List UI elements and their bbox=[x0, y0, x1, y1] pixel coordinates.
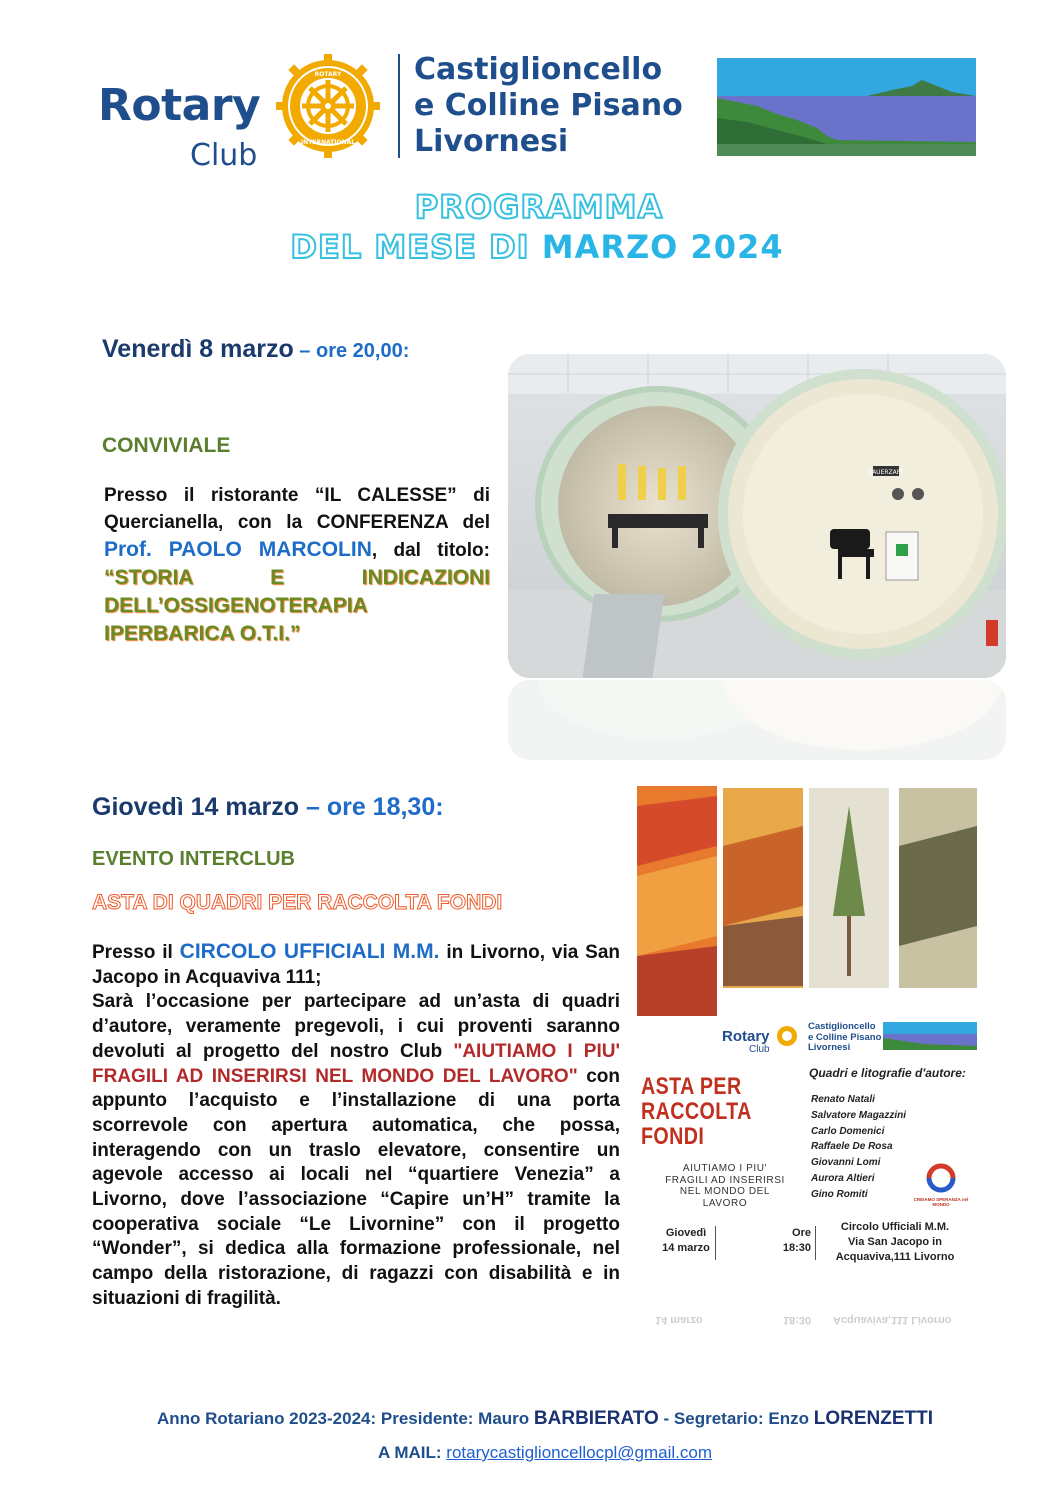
poster-rotary-word: Rotary bbox=[722, 1028, 770, 1045]
poster-motto-line: FRAGILI AD INSERIRSI bbox=[665, 1174, 785, 1186]
chamber-brand-text: SAUERZAPF bbox=[868, 469, 904, 476]
paintings-collage-image bbox=[637, 786, 977, 1016]
event1-text-b: , dal titolo: bbox=[371, 540, 490, 561]
event2-text-a: Presso il bbox=[92, 942, 180, 963]
poster-motto-line: LAVORO bbox=[702, 1197, 748, 1209]
logo-sub: Club bbox=[190, 138, 258, 173]
title-highlight: MARZO 2024 bbox=[541, 228, 784, 266]
page-title-line-1: PROGRAMMA bbox=[414, 188, 664, 226]
mail-label: A MAIL: bbox=[377, 1443, 447, 1462]
poster-motto-line: AIUTIAMO I PIU' bbox=[682, 1163, 768, 1174]
logo-divider bbox=[398, 54, 400, 158]
poster-author: Renato Natali bbox=[811, 1094, 875, 1105]
poster-time-line: 18:30 bbox=[782, 1242, 811, 1254]
event2-subtitle: ASTA DI QUADRI PER RACCOLTA FONDI bbox=[92, 891, 503, 914]
poster-motto-line: NEL MONDO DEL bbox=[679, 1186, 771, 1198]
poster-author: Aurora Altieri bbox=[811, 1172, 875, 1184]
reflect-time: 18:30 bbox=[783, 1314, 812, 1326]
poster-venue-line: Circolo Ufficiali M.M. bbox=[840, 1221, 950, 1233]
poster-divider bbox=[715, 1226, 716, 1260]
event2-text-b: in Livorno, via San Jacopo in Acquaviva 111; bbox=[92, 942, 620, 988]
event1-text-a: Presso il ristorante “IL CALESSE” di Quercianella, con la CONFERENZA del bbox=[104, 485, 490, 533]
poster-club-name-line: Castiglioncello bbox=[808, 1021, 876, 1032]
poster-authors-list bbox=[811, 1092, 906, 1203]
president-surname: BARBIERATO bbox=[533, 1408, 659, 1429]
partner-label: CREIAMO SPERANZA nel MONDO bbox=[913, 1197, 969, 1207]
club-name-line: e Colline Pisano bbox=[414, 88, 683, 123]
event2-date bbox=[92, 793, 444, 822]
footer-prefix: Anno Rotariano 2023-2024: Presidente: Mauro bbox=[156, 1409, 534, 1428]
event1-day: Venerdì 8 marzo bbox=[102, 335, 294, 363]
page-title-line-2 bbox=[8, 228, 1058, 266]
reflection-image bbox=[508, 680, 1006, 760]
poster-venue-line: Acquaviva,111 Livorno bbox=[835, 1251, 955, 1263]
svg-text:ROTARY: ROTARY bbox=[314, 71, 342, 78]
club-name bbox=[414, 52, 683, 160]
poster-motto bbox=[663, 1163, 787, 1209]
footer-mail bbox=[0, 1443, 1058, 1463]
poster-auction-line: RACCOLTA bbox=[641, 1098, 752, 1125]
event1-date bbox=[102, 335, 409, 364]
poster-auction-title bbox=[641, 1074, 752, 1149]
auction-poster bbox=[637, 786, 977, 1366]
poster-rotary-wheel-icon bbox=[775, 1024, 799, 1048]
poster-divider bbox=[815, 1226, 816, 1260]
footer-officers bbox=[0, 1408, 1058, 1430]
reflect-date: 14 marzo bbox=[655, 1314, 703, 1326]
event2-day: Giovedì 14 marzo bbox=[92, 793, 300, 821]
event2-paragraph-1 bbox=[92, 940, 620, 990]
poster-author: Carlo Domenici bbox=[811, 1125, 885, 1137]
event1-type: CONVIVIALE bbox=[102, 434, 231, 457]
reflect-venue: Acquaviva,111 Livorno bbox=[833, 1314, 952, 1326]
logo-word: Rotary bbox=[98, 80, 261, 131]
poster-club-name-line: Livornesi bbox=[808, 1042, 851, 1053]
poster-time-line: Ore bbox=[792, 1227, 811, 1239]
event2-description bbox=[92, 940, 620, 1312]
event1-time: – ore 20,00: bbox=[293, 340, 410, 362]
event2-text-d: con appunto l’acquisto e l’installazione di una porta scorrevole con apertura automatica, che possa, interagendo con un traslo elevatore, consentire un agevole accesso ai locali nel “quartiere Venezia” a Livorno, dove l’associazione “Capire un’H” tramite la cooperativa sociale “Le Livornine” con il progetto “Wonder”, si dedica alla formazione professionale, nel campo della ristorazione, di ragazzi con disabilità e in situazioni di fragilità. bbox=[92, 1065, 621, 1309]
event1-speaker: Prof. PAOLO MARCOLIN bbox=[104, 538, 372, 561]
coast-landscape-image bbox=[717, 58, 976, 156]
email-link[interactable]: rotarycastiglioncellocpl@gmail.com bbox=[446, 1443, 713, 1462]
hyperbaric-chamber-image bbox=[508, 354, 1006, 678]
event2-venue: CIRCOLO UFFICIALI M.M. bbox=[179, 940, 440, 963]
poster-club-name-line: e Colline Pisano bbox=[808, 1031, 882, 1043]
poster-date-line: 14 marzo bbox=[662, 1242, 710, 1254]
poster-club-name bbox=[808, 1022, 881, 1054]
poster-reflection bbox=[637, 1272, 977, 1366]
footer-middle: - Segretario: Enzo bbox=[658, 1409, 814, 1428]
club-name-line: Livornesi bbox=[414, 124, 569, 159]
poster-author: Gino Romiti bbox=[811, 1188, 868, 1200]
chamber-reflection bbox=[508, 680, 1006, 760]
poster-auction-line: ASTA PER bbox=[641, 1073, 742, 1100]
poster-authors-heading: Quadri e litografie d'autore: bbox=[809, 1066, 966, 1080]
event2-time: – ore 18,30: bbox=[299, 793, 444, 821]
svg-text:INTERNATIONAL: INTERNATIONAL bbox=[300, 139, 356, 146]
poster-time bbox=[767, 1226, 811, 1256]
poster-date-line: Giovedì bbox=[665, 1227, 707, 1239]
club-name-line: Castiglioncello bbox=[414, 52, 663, 87]
poster-date bbox=[655, 1226, 717, 1256]
event2-project: "AIUTIAMO I PIU' FRAGILI AD INSERIRSI NEL MONDO DEL LAVORO" bbox=[92, 1040, 620, 1087]
poster-venue-line: Via San Jacopo in bbox=[848, 1236, 942, 1248]
event2-paragraph-2 bbox=[92, 990, 620, 1311]
poster-author: Raffaele De Rosa bbox=[811, 1141, 893, 1153]
event2-type: EVENTO INTERCLUB bbox=[92, 848, 295, 870]
poster-auction-line: FONDI bbox=[641, 1123, 705, 1150]
rotary-wheel-icon bbox=[274, 52, 382, 160]
event2-text-c: Sarà l’occasione per partecipare ad un’asta di quadri d’autore, veramente pregevoli, i cui proventi saranno devoluti al progetto del nostro Club bbox=[92, 991, 620, 1062]
poster-club-word: Club bbox=[749, 1044, 770, 1055]
poster-venue bbox=[825, 1220, 965, 1265]
poster-author: Salvatore Magazzini bbox=[811, 1109, 907, 1121]
title-prefix: DEL MESE DI bbox=[290, 228, 542, 266]
secretary-surname: LORENZETTI bbox=[813, 1408, 934, 1429]
event1-description bbox=[104, 482, 490, 648]
event1-topic: “STORIA E INDICAZIONI DELL’OSSIGENOTERAPIA IPERBARICA O.T.I.” bbox=[104, 566, 490, 645]
poster-author: Giovanni Lomi bbox=[811, 1157, 881, 1169]
poster-landscape-image bbox=[883, 1022, 977, 1050]
